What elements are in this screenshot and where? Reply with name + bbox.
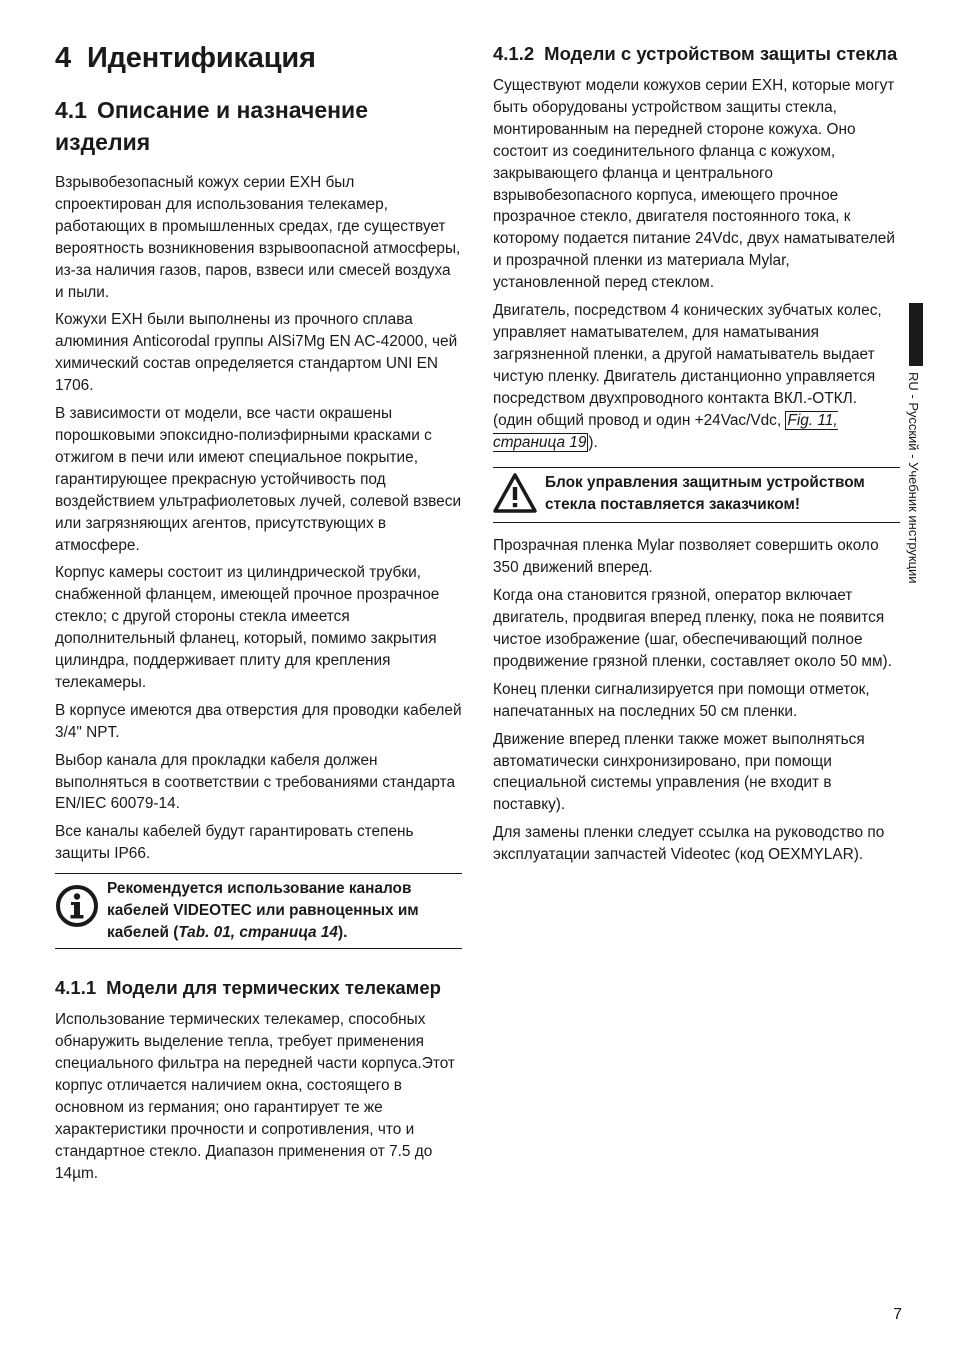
warning-note (493, 467, 900, 523)
language-tab-label: RU - Русский - Учебник инструкции (906, 372, 921, 584)
paragraph: Существуют модели кожухов серии EXH, которые могут быть оборудованы устройством защиты стекла, монтированным на передней стороне кожуха. Оно состоит из соединительного фланца с кожухом, закрывающего фланца и центрального взрывобезопасного корпуса, имеющего прочное прозрачное стекло, двигателя постоянного тока, к которому подается питание 24Vdc, двух наматывателей и прозрачной пленки из материала Mylar, установленной перед стеклом. (493, 77, 895, 292)
info-icon (55, 884, 99, 928)
paragraph: Когда она становится грязной, оператор включает двигатель, продвигая вперед пленку, пока не появится чистое изображение (шаг, обеспечивающий полное продвижение грязной пленки, составляет около 50 мм). (493, 587, 892, 670)
warning-icon (493, 472, 537, 516)
paragraph: В зависимости от модели, все части окрашены порошковыми эпоксидно-полиэфирными красками с отжигом в печи или имеют специальное покрытие, гарантирующее прекрасную устойчивость под воздействием ультрафиолетовых лучей, солевой взвеси или загрязняющих агентов, присутствующих в атмосфере. (55, 405, 462, 554)
paragraph: Все каналы кабелей будут гарантировать степень защиты IP66. (55, 823, 414, 863)
section-4-1-heading: 4.1 Описание и назначение изделия (55, 97, 368, 155)
language-tab-marker (909, 303, 923, 366)
paragraph: Движение вперед пленки также может выполняться автоматически синхронизировано, при помощи специальной системы управления (не входит в поставку). (493, 730, 865, 814)
info-note (55, 873, 462, 949)
paragraph: Для замены пленки следует ссылка на руководство по эксплуатации запчастей Videotec (код OEXMYLAR). (493, 824, 885, 864)
figure-reference-link[interactable]: Fig. 11, страница 19 (493, 411, 838, 451)
paragraph: Прозрачная пленка Mylar позволяет совершить около 350 движений вперед. (493, 537, 879, 577)
info-note-text: Рекомендуется использование каналов кабелей VIDEOTEC или равноценных им кабелей (Tab. 01, страница 14). (107, 880, 419, 942)
paragraph: Корпус камеры состоит из цилиндрической трубки, снабженной фланцем, имеющей прочное прозрачное стекло; с другой стороны стекла имеется дополнительный фланец, который, помимо закрытия цилиндра, поддерживает плиту для крепления телекамеры. (55, 564, 440, 691)
left-column (55, 40, 462, 1190)
paragraph: Использование термических телекамер, способных обнаружить выделение тепла, требует применения специального фильтра на передней части корпуса.Этот корпус отличается наличием окна, состоящего в основном из германия; оно гарантирует те же характеристики прочности и сопротивления, что и стандартное стекло. Диапазон применения от 7.5 до 14µm. (55, 1011, 455, 1182)
section-4-1-1-heading: 4.1.1 Модели для термических телекамер (55, 977, 441, 999)
section-4-1-2-heading: 4.1.2 Модели с устройством защиты стекла (493, 43, 898, 64)
warning-note-text: Блок управления защитным устройством стекла поставляется заказчиком! (545, 474, 865, 514)
table-reference[interactable]: Tab. 01, страница 14 (178, 924, 338, 942)
right-column (493, 40, 900, 872)
paragraph: Двигатель, посредством 4 конических зубчатых колес, управляет наматывателем, для наматывания загрязненной пленки, а другой наматыватель выдает чистую пленку. Двигатель дистанционно управляется посредством двухпроводного контакта ВКЛ.-ОТКЛ. (один общий провод и один +24Vac/Vdc, Fig. 11, страница 19 ). (493, 302, 882, 451)
paragraph: В корпусе имеются два отверстия для проводки кабелей 3/4" NPT. (55, 701, 462, 741)
page-number: 7 (893, 1306, 902, 1323)
chapter-title: 4 Идентификация (55, 42, 316, 74)
paragraph: Кожухи EXH были выполнены из прочного сплава алюминия Anticorodal группы AlSi7Mg EN AC-42000, чей химический состав определяется стандартом UNI EN 1706. (55, 311, 458, 395)
paragraph: Выбор канала для прокладки кабеля должен выполняться в соответствии с требованиями стандарта EN/IEC 60079-14. (55, 751, 456, 813)
paragraph: Конец пленки сигнализируется при помощи отметок, напечатанных на последних 50 см пленки. (493, 680, 870, 720)
paragraph: Взрывобезопасный кожух серии EXH был спроектирован для использования телекамер, работающих в промышленных средах, где существует вероятность возникновения взрывоопасной атмосферы, из-за наличия газов, паров, взвеси или смесей воздуха и пыли. (55, 174, 461, 301)
